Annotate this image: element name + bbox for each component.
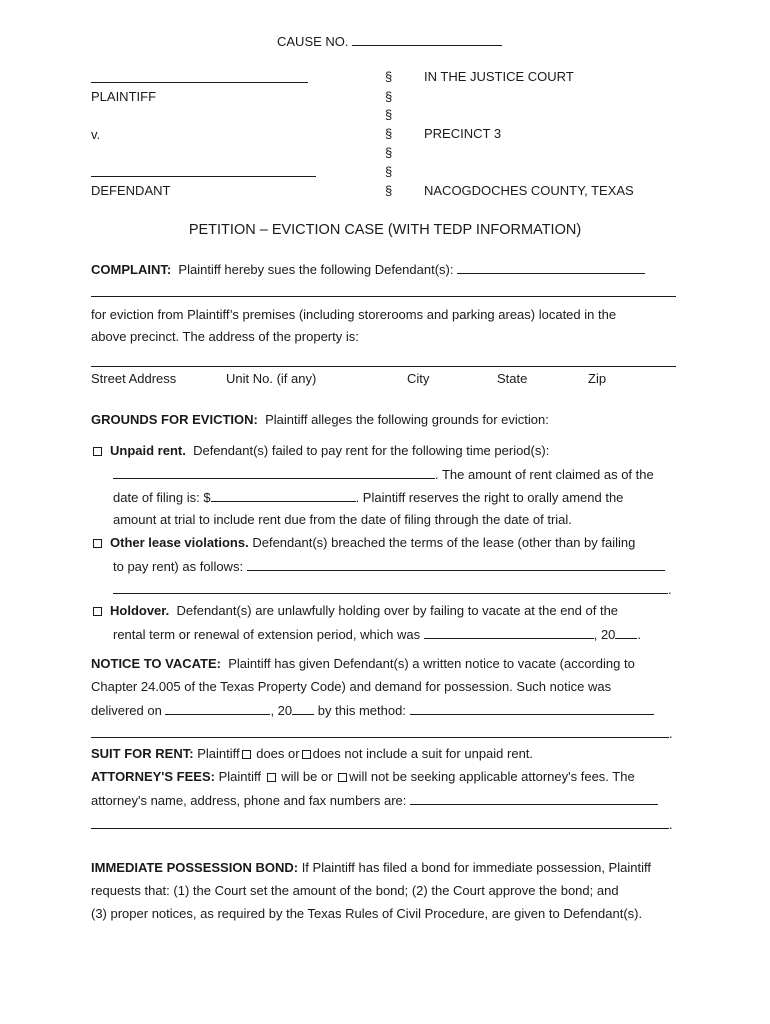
defendant-name-line[interactable] xyxy=(91,176,316,177)
attorney-opt-1: will be or xyxy=(281,769,333,784)
attorney-text-2: attorney's name, address, phone and fax numbers are: xyxy=(91,793,407,808)
cause-number-blank[interactable] xyxy=(352,34,502,46)
period: . xyxy=(669,817,673,832)
other-violations-line-2 xyxy=(113,559,665,573)
section-symbol: § xyxy=(385,69,393,84)
unpaid-rent-checkbox[interactable] xyxy=(93,447,102,456)
complaint-line-2: for eviction from Plaintiff’s premises (including storerooms and parking areas) located in the xyxy=(91,307,617,322)
grounds-line xyxy=(91,413,549,426)
period: . xyxy=(669,726,673,741)
notice-line-4 xyxy=(91,726,673,740)
page-title: PETITION – EVICTION CASE (WITH TEDP INFORMATION) xyxy=(188,222,582,238)
period: . xyxy=(668,582,672,597)
cause-number xyxy=(277,34,502,48)
period: . xyxy=(637,627,642,642)
other-violations-text-2: to pay rent) as follows: xyxy=(113,559,244,574)
notice-date-blank[interactable] xyxy=(165,703,270,715)
suit-rent-does-checkbox[interactable] xyxy=(242,750,251,759)
plaintiff-name-line[interactable] xyxy=(91,82,308,83)
bond-label: IMMEDIATE POSSESSION BOND: xyxy=(91,860,299,875)
court-label: IN THE JUSTICE COURT xyxy=(424,69,574,84)
holdover-text-1: Defendant(s) are unlawfully holding over by failing to vacate at the end of the xyxy=(176,603,619,618)
versus-label: v. xyxy=(91,127,101,142)
notice-delivered-label: delivered on xyxy=(91,703,162,718)
defendant-names-line-2[interactable] xyxy=(91,296,676,297)
attorney-label: ATTORNEY'S FEES: xyxy=(91,769,215,784)
notice-year-label: , 20 xyxy=(270,703,293,718)
notice-line-1 xyxy=(91,657,635,670)
attorney-will-not-checkbox[interactable] xyxy=(338,773,347,782)
attorney-plaintiff: Plaintiff xyxy=(218,769,261,784)
defendant-names-blank[interactable] xyxy=(457,262,645,274)
suit-rent-opt-2: does not include a suit for unpaid rent. xyxy=(312,746,534,761)
precinct-label: PRECINCT 3 xyxy=(424,126,502,141)
bond-line-3: (3) proper notices, as required by the Texas Rules of Civil Procedure, are given to Defendant(s). xyxy=(91,906,643,921)
cause-label: CAUSE NO. xyxy=(277,34,353,49)
defendant-label: DEFENDANT xyxy=(91,183,171,198)
holdover-line-1 xyxy=(91,604,618,617)
other-violations-text-1: Defendant(s) breached the terms of the lease (other than by failing xyxy=(252,535,636,550)
holdover-year-blank[interactable] xyxy=(615,627,637,639)
violations-blank[interactable] xyxy=(247,559,665,571)
attorney-opt-2: will not be seeking applicable attorney's fees. The xyxy=(349,769,635,784)
rent-period-blank[interactable] xyxy=(113,467,435,479)
suit-rent-label: SUIT FOR RENT: xyxy=(91,746,194,761)
unit-label: Unit No. (if any) xyxy=(226,371,317,386)
state-label: State xyxy=(497,371,528,386)
notice-year-blank[interactable] xyxy=(292,703,314,715)
bond-line-1 xyxy=(91,861,651,874)
rent-amount-label: date of filing is: $ xyxy=(113,490,211,505)
zip-label: Zip xyxy=(588,371,607,386)
unpaid-rent-line-3 xyxy=(113,490,623,504)
complaint-label: COMPLAINT: xyxy=(91,262,172,277)
city-label: City xyxy=(407,371,430,386)
violations-blank-2[interactable] xyxy=(113,582,668,594)
holdover-label: Holdover. xyxy=(110,603,170,618)
notice-method-blank-2[interactable] xyxy=(91,726,669,738)
property-address-line[interactable] xyxy=(91,366,676,367)
grounds-label: GROUNDS FOR EVICTION: xyxy=(91,412,258,427)
notice-text-1: Plaintiff has given Defendant(s) a written notice to vacate (according to xyxy=(228,656,635,671)
attorney-line-2 xyxy=(91,793,658,807)
section-symbol: § xyxy=(385,164,393,179)
complaint-line-3: above precinct. The address of the property is: xyxy=(91,329,359,344)
street-address-label: Street Address xyxy=(91,371,177,386)
unpaid-rent-line-2 xyxy=(113,467,654,481)
notice-method-blank[interactable] xyxy=(410,703,654,715)
holdover-checkbox[interactable] xyxy=(93,607,102,616)
other-violations-line-1 xyxy=(91,536,635,549)
complaint-text: Plaintiff hereby sues the following Defendant(s): xyxy=(178,262,454,277)
attorney-info-blank-2[interactable] xyxy=(91,817,669,829)
other-violations-checkbox[interactable] xyxy=(93,539,102,548)
other-violations-line-3 xyxy=(113,582,672,596)
section-symbol: § xyxy=(385,126,393,141)
unpaid-rent-line-4: amount at trial to include rent due from the date of filing through the date of trial. xyxy=(113,512,572,527)
unpaid-rent-text-3: . Plaintiff reserves the right to orally amend the xyxy=(355,490,624,505)
attorney-will-checkbox[interactable] xyxy=(267,773,276,782)
section-symbol: § xyxy=(385,145,393,160)
suit-rent-plaintiff: Plaintiff xyxy=(197,746,240,761)
holdover-year-label: , 20 xyxy=(593,627,616,642)
suit-rent-does-not-checkbox[interactable] xyxy=(302,750,311,759)
plaintiff-label: PLAINTIFF xyxy=(91,89,157,104)
attorney-line-1 xyxy=(91,770,635,783)
unpaid-rent-line-1 xyxy=(91,444,549,457)
section-symbol: § xyxy=(385,107,393,122)
suit-rent-opt-1: does or xyxy=(256,746,300,761)
notice-method-label: by this method: xyxy=(317,703,406,718)
bond-text-1: If Plaintiff has filed a bond for immediate possession, Plaintiff xyxy=(301,860,651,875)
section-symbol: § xyxy=(385,183,393,198)
holdover-line-2 xyxy=(113,627,641,641)
suit-rent-line xyxy=(91,747,533,760)
unpaid-rent-text-1: Defendant(s) failed to pay rent for the following time period(s): xyxy=(193,443,550,458)
grounds-text: Plaintiff alleges the following grounds for eviction: xyxy=(265,412,549,427)
rent-amount-blank[interactable] xyxy=(211,490,356,502)
unpaid-rent-label: Unpaid rent. xyxy=(110,443,186,458)
notice-label: NOTICE TO VACATE: xyxy=(91,656,221,671)
attorney-line-3 xyxy=(91,817,673,831)
notice-line-3 xyxy=(91,703,654,717)
attorney-info-blank[interactable] xyxy=(410,793,658,805)
notice-line-2: Chapter 24.005 of the Texas Property Code) and demand for possession. Such notice was xyxy=(91,679,612,694)
complaint-line-1 xyxy=(91,262,645,276)
holdover-date-blank[interactable] xyxy=(424,627,594,639)
other-violations-label: Other lease violations. xyxy=(110,535,249,550)
section-symbol: § xyxy=(385,89,393,104)
county-label: NACOGDOCHES COUNTY, TEXAS xyxy=(424,183,634,198)
bond-line-2: requests that: (1) the Court set the amount of the bond; (2) the Court approve the bond; and xyxy=(91,883,619,898)
unpaid-rent-text-2: . The amount of rent claimed as of the xyxy=(435,467,654,482)
holdover-text-2: rental term or renewal of extension period, which was xyxy=(113,627,421,642)
